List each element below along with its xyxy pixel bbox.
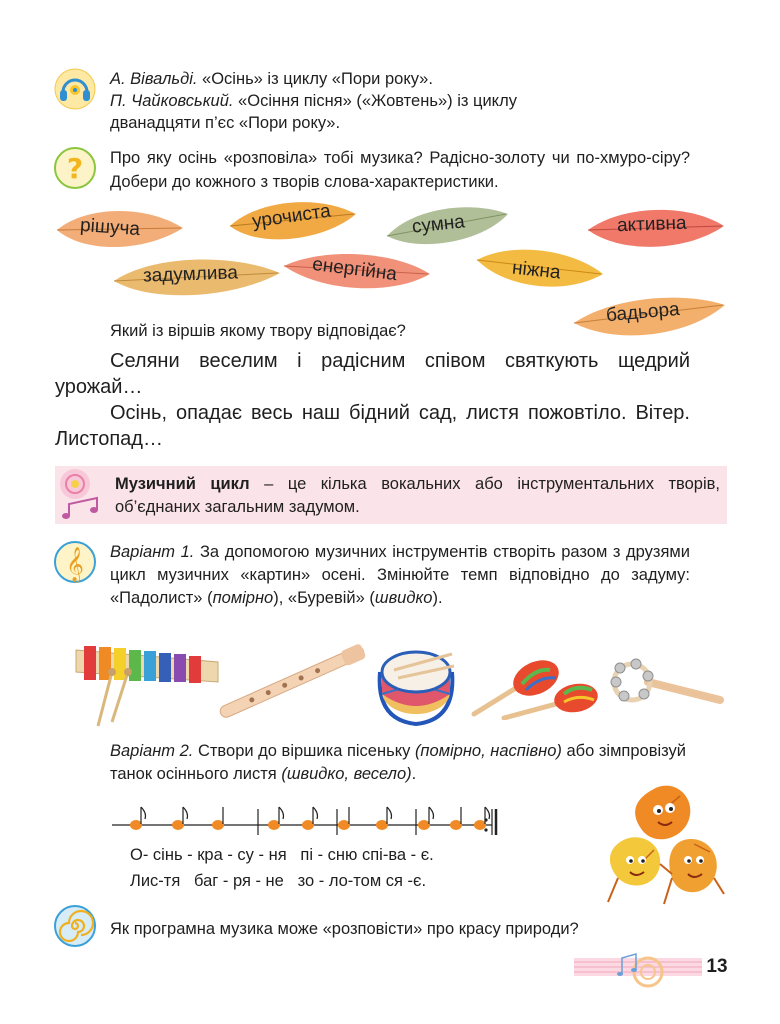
note-flag	[279, 807, 284, 819]
note-head	[172, 820, 184, 830]
leaf-label-3: сумна	[410, 211, 466, 238]
note-head	[130, 820, 142, 830]
poem-block	[55, 348, 690, 452]
page-number: 13	[706, 956, 728, 977]
note-head	[302, 820, 314, 830]
note-head	[268, 820, 280, 830]
drum-image	[372, 632, 460, 728]
listen-item-2: П. Чайковський. «Осіння пісня» («Жовтень») із циклу	[110, 92, 517, 110]
leaf-label-2: урочиста	[250, 200, 333, 233]
poem-2: Осінь, опадає весь наш бідний сад, листя пожовтіло. Вітер. Листопад…	[55, 402, 690, 450]
xylophone-image	[72, 632, 222, 728]
final-question: Як програмна музика може «розповісти» про красу природи?	[110, 920, 579, 938]
note-head	[418, 820, 430, 830]
variant1-text: Варіант 1. За допомогою музичних інструментів створіть разом з друзями цикл музичних «картин» осені. Змінюйте темп відповідно до задуму: «Падолист» (помірно), «Буревій» (швидко).	[110, 543, 690, 607]
spiral-icon	[54, 905, 96, 947]
note-flag	[485, 807, 490, 819]
lyrics-line-2: Лис-тя баг - ря - не зо - ло-том ся -є.	[130, 872, 427, 890]
listen-item-1: А. Вівальді. «Осінь» із циклу «Пори року».	[110, 70, 433, 88]
question-text: Про яку осінь «розповіла» тобі музика? Радісно-золоту чи по-хмуро-сіру? Добери до кожного з творів слова-характеристики.	[110, 149, 690, 191]
leaf-label-7: ніжна	[511, 257, 562, 284]
leaf-label-6: енергійна	[311, 253, 399, 286]
maracas-image	[470, 654, 602, 720]
note-flag	[141, 807, 146, 819]
note-flag	[429, 807, 434, 819]
listen-item-2b: дванадцяти п’єс «Пори року».	[110, 114, 341, 132]
leaf-label-4: активна	[616, 212, 687, 237]
headphones-icon	[54, 68, 96, 110]
question-mark-icon	[54, 147, 96, 189]
leaf-label-8: бадьора	[605, 298, 681, 327]
svg-text:𝄞: 𝄞	[66, 547, 84, 582]
poem-1: Селяни веселим і радісним співом святкують щедрий урожай…	[55, 350, 690, 398]
note-flag	[183, 807, 188, 819]
note-flag	[387, 807, 392, 819]
note-head	[212, 820, 224, 830]
lyrics-line-1: О- сінь - кра - су - ня пі - сню спі-ва - є.	[130, 846, 434, 864]
treble-clef-icon	[54, 541, 96, 583]
dancing-leaves-image	[602, 782, 730, 912]
variant2-text: Варіант 2. Створи до віршика пісеньку (помірно, наспівно) або зімпровізуй танок осіннього листя (швидко, весело).	[110, 742, 687, 783]
note-head	[376, 820, 388, 830]
recorder-flute-image	[208, 640, 376, 725]
jingle-bells-image	[608, 652, 724, 710]
svg-text:?: ?	[66, 152, 84, 185]
note-head	[450, 820, 462, 830]
rhythm-notation	[112, 803, 504, 843]
music-swirl-icon	[55, 466, 111, 526]
leaf-label-1: рішуча	[79, 214, 141, 241]
definition-text: Музичний цикл – це кілька вокальних або інструментальних творів, об’єднаних загальним задумом.	[115, 475, 721, 516]
leaf-label-5: задумлива	[142, 262, 239, 287]
note-head	[474, 820, 486, 830]
listening-list	[110, 68, 710, 134]
note-head	[338, 820, 350, 830]
definition-term: Музичний цикл	[115, 475, 250, 493]
note-flag	[313, 807, 318, 819]
which-question: Який із віршів якому твору відповідає?	[110, 322, 406, 340]
